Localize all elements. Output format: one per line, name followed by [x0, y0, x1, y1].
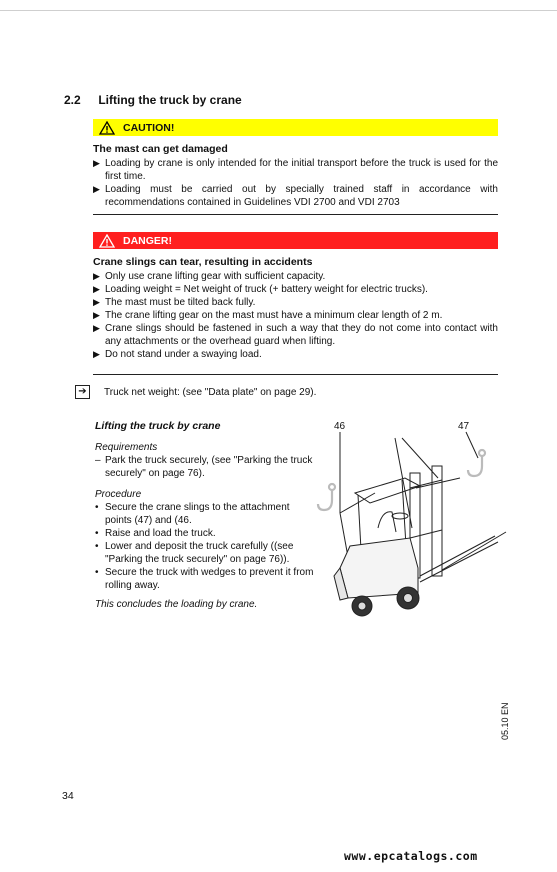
- warning-icon: [99, 234, 115, 248]
- page-number: 34: [62, 790, 74, 802]
- requirements-label: Requirements: [95, 442, 158, 453]
- procedure-step: • Secure the truck with wedges to prevent it from rolling away.: [95, 567, 314, 591]
- danger-block: [93, 256, 498, 361]
- danger-banner: [93, 232, 498, 249]
- callout-46: 46: [334, 421, 346, 432]
- procedure-title: Lifting the truck by crane: [95, 420, 221, 432]
- caution-item: ▶ Loading by crane is only intended for the initial transport before the truck is used for the first time.: [93, 158, 498, 182]
- danger-item: ▶ Loading weight = Net weight of truck (+ battery weight for electric trucks).: [93, 284, 428, 295]
- danger-item: ▶ Do not stand under a swaying load.: [93, 349, 262, 360]
- edition-label: 05.10 EN: [500, 702, 510, 740]
- bullet-arrow-icon: ▶: [93, 297, 100, 307]
- bullet-arrow-icon: ▶: [93, 158, 100, 168]
- danger-heading: Crane slings can tear, resulting in accidents: [93, 256, 313, 268]
- procedure-label: Procedure: [95, 489, 142, 500]
- danger-item: ▶ The mast must be tilted back fully.: [93, 297, 256, 308]
- procedure-step: • Raise and load the truck.: [95, 528, 216, 539]
- forklift-crane-figure: [310, 418, 510, 628]
- danger-rule: [93, 374, 498, 375]
- procedure-step: • Secure the crane slings to the attachment points (47) and (46.: [95, 502, 290, 526]
- requirement-item: – Park the truck securely, (see "Parking the truck securely" on page 76).: [95, 455, 313, 479]
- procedure-block: [95, 420, 315, 611]
- danger-item: ▶ Crane slings should be fastened in such a way that they do not come into contact with any attachments or the overhead guard when lifting.: [93, 323, 498, 347]
- caution-block: [93, 143, 498, 209]
- bullet-arrow-icon: ▶: [93, 349, 100, 359]
- bullet-arrow-icon: ▶: [93, 284, 100, 294]
- section-title: [64, 93, 242, 107]
- arrow-right-icon: ➔: [75, 385, 90, 399]
- danger-label: DANGER!: [123, 234, 172, 247]
- section-number: 2.2: [64, 93, 81, 107]
- bullet-arrow-icon: ▶: [93, 310, 100, 320]
- bullet-arrow-icon: ▶: [93, 271, 100, 281]
- note-text: Truck net weight: (see "Data plate" on page 29).: [104, 387, 317, 398]
- procedure-conclusion: This concludes the loading by crane.: [95, 599, 258, 610]
- watermark: www.epcatalogs.com: [344, 849, 478, 863]
- caution-banner: [93, 119, 498, 136]
- bullet-arrow-icon: ▶: [93, 323, 100, 333]
- warning-icon: [99, 121, 115, 135]
- procedure-step: • Lower and deposit the truck carefully ((see "Parking the truck securely" on page 76)).: [95, 541, 294, 565]
- caution-label: CAUTION!: [123, 121, 175, 134]
- forklift-illustration: [310, 418, 510, 628]
- bullet-arrow-icon: ▶: [93, 184, 100, 194]
- callout-47: 47: [458, 421, 470, 432]
- caution-heading: The mast can get damaged: [93, 143, 228, 155]
- caution-rule: [93, 214, 498, 215]
- danger-item: ▶ The crane lifting gear on the mast must have a minimum clear length of 2 m.: [93, 310, 443, 321]
- top-rule: [0, 10, 557, 11]
- section-title-text: Lifting the truck by crane: [98, 93, 242, 107]
- danger-item: ▶ Only use crane lifting gear with sufficient capacity.: [93, 271, 326, 282]
- caution-item: ▶ Loading must be carried out by specially trained staff in accordance with recommendations contained in Guidelines VDI 2700 and VDI 2703: [93, 184, 498, 208]
